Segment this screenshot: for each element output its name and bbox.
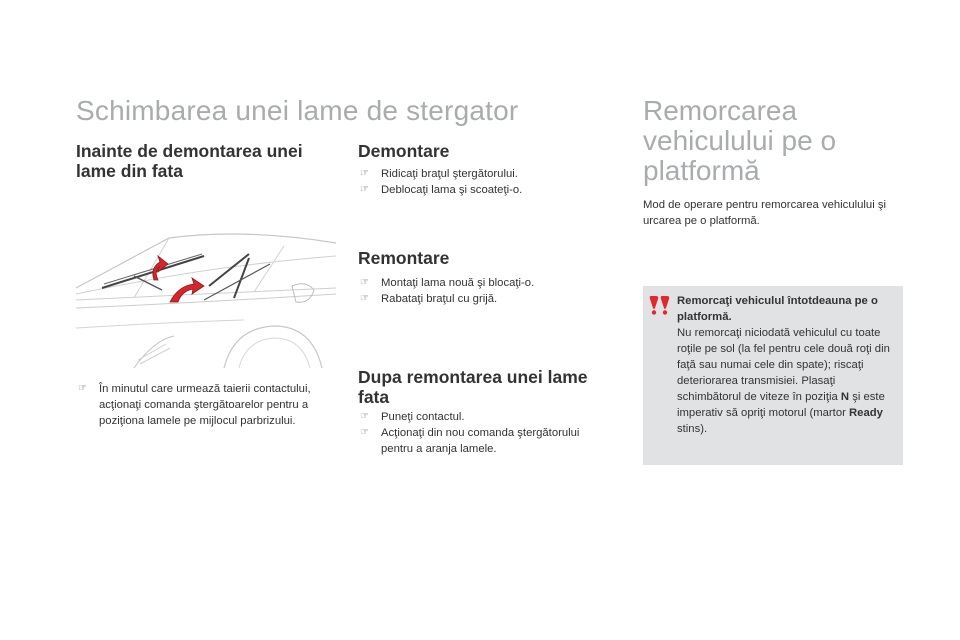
hand-pointer-icon: ☞ [360, 411, 369, 422]
heading-front-blade: Inainte de demontarea unei lame din fata [76, 141, 303, 181]
heading-remontare: Remontare [358, 248, 450, 268]
list-item: ☞ În minutul care urmează taierii contactului, acţionaţi comanda ştergătoarelor pentru a poziţiona lamele pe mijlocul parbrizului. [78, 383, 311, 427]
warning-exclamation-icon [648, 294, 670, 316]
list-item: ☞ Deblocaţi lama şi scoateţi-o. [360, 184, 523, 196]
remontare-steps-list [358, 275, 598, 307]
wiper-illustration [74, 228, 337, 368]
warning-text: Remorcaţi vehiculul întotdeauna pe o platformă. Nu remorcaţi niciodată vehiculul cu toate roţile pe sol (la fel pentru cele două roţi din faţă sau numai cele din spate); riscaţi deteriorarea transmisiei. Plasaţi schimbătorul de viteze în poziţia N şi este imperativ să opriţi motorul (martor Ready stins). [677, 295, 890, 435]
section-title-towing: Remorcarea vehiculului pe o platformă [643, 95, 837, 186]
hand-pointer-icon: ☞ [78, 383, 87, 394]
demontare-steps-list [358, 166, 598, 198]
heading-after-remount: Dupa remontarea unei lame fata [358, 367, 588, 407]
hand-pointer-icon: ☞ [360, 293, 369, 304]
gear-position-label: N [840, 391, 850, 403]
list-item: ☞ Acţionaţi din nou comanda ştergătorului pentru a aranja lamele. [360, 427, 580, 455]
hand-pointer-icon: ☞ [360, 168, 369, 179]
list-item: ☞ Montaţi lama nouă şi blocaţi-o. [360, 277, 535, 289]
after-steps-list [358, 409, 613, 457]
hand-pointer-icon: ☞ [360, 277, 369, 288]
list-item: ☞ Puneţi contactul. [360, 411, 465, 423]
hand-pointer-icon: ☞ [360, 427, 369, 438]
page-title: Schimbarea unei lame de stergator [76, 95, 519, 126]
front-steps-list [76, 381, 338, 429]
hand-pointer-icon: ☞ [360, 184, 369, 195]
towing-intro-text: Mod de operare pentru remorcarea vehiculului şi urcarea pe o platformă. [643, 199, 887, 227]
ready-indicator-label: Ready [849, 407, 883, 419]
list-item: ☞ Rabataţi braţul cu grijă. [360, 293, 498, 305]
list-item: ☞ Ridicaţi braţul ştergătorului. [360, 168, 518, 180]
heading-demontare: Demontare [358, 141, 450, 161]
warning-bold-intro: Remorcaţi vehiculul întotdeauna pe o platformă. [677, 295, 878, 323]
